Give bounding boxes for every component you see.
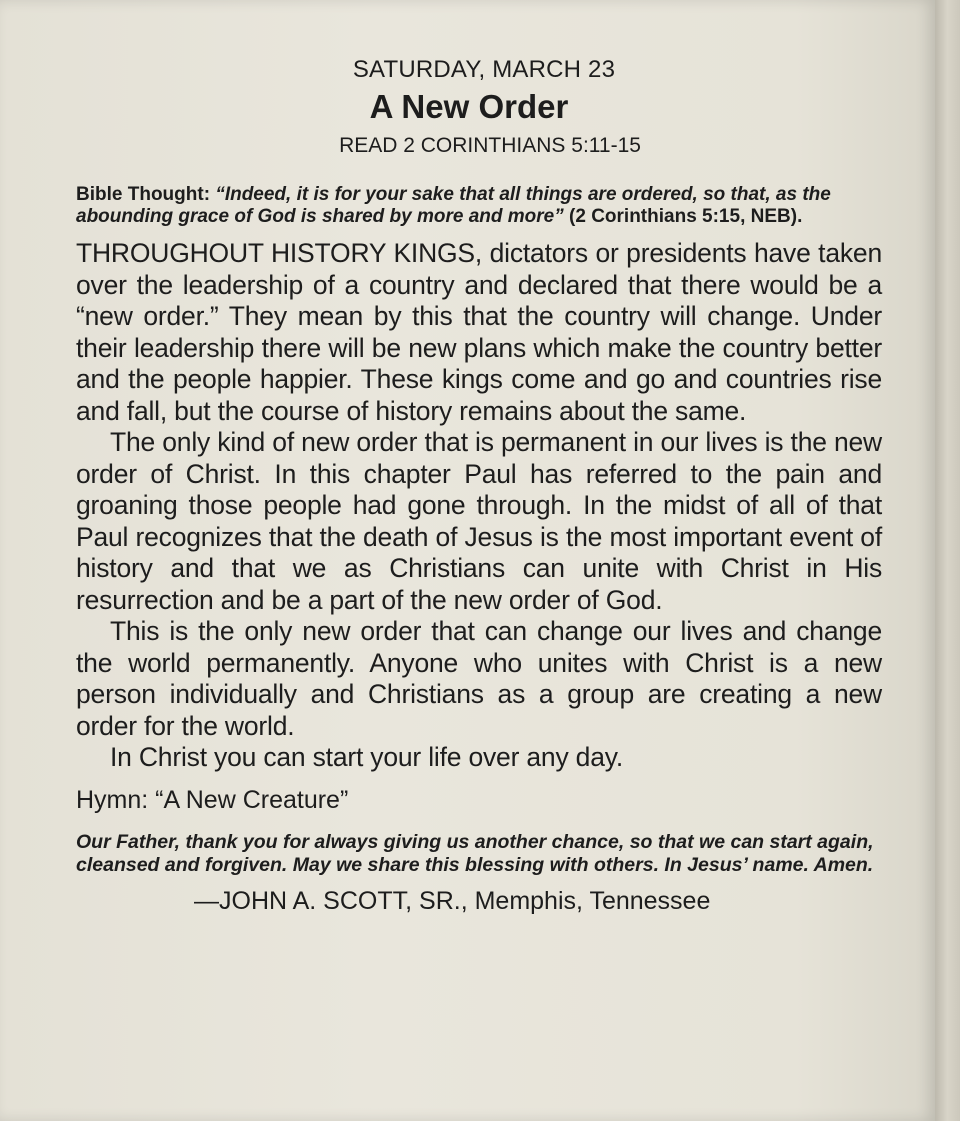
page-title: A New Order [369,88,569,125]
bible-thought-label: Bible Thought: [76,184,211,205]
devotional-content [76,56,882,916]
body-paragraph: THROUGHOUT HISTORY KINGS, dictators or presidents have taken over the leadership of a country and declared that there would be a “new order.” They mean by this that the country will change. Under their leadership there will be new plans which make the country better and the people happier. These kings come and go and countries rise and fall, but the course of history remains about the same. [76,238,882,426]
bible-thought-reference: (2 Corinthians 5:15, NEB). [569,206,803,227]
author-signature: —JOHN A. SCOTT, SR., Memphis, Tennessee [194,886,711,915]
devotional-body [76,238,882,774]
hymn-line: Hymn: “A New Creature” [76,785,349,814]
body-paragraph: The only kind of new order that is permanent in our lives is the new order of Christ. In this chapter Paul has referred to the pain and groaning those people had gone through. In the midst of all of that Paul recognizes that the death of Jesus is the most important event of history and that we as Christians can unite with Christ in His resurrection and be a part of the new order of God. [76,427,882,615]
scripture-reading: READ 2 CORINTHIANS 5:11-15 [339,134,641,157]
prayer: Our Father, thank you for always giving us another chance, so that we can start again, cleansed and forgiven. May we share this blessing with others. In Jesus’ name. Amen. [76,830,874,876]
entry-date: SATURDAY, MARCH 23 [352,56,616,83]
body-paragraph: In Christ you can start your life over any day. [110,742,623,772]
bible-thought-quote: “Indeed, it is for your sake that all things are ordered, so that, as the abounding grace of God is shared by more and more” [76,184,831,227]
bible-thought [76,184,882,228]
book-spine [935,0,960,1121]
body-paragraph: This is the only new order that can change our lives and change the world permanently. Anyone who unites with Christ is a new person individually and Christians as a group are creating a new order for the world. [76,616,882,741]
